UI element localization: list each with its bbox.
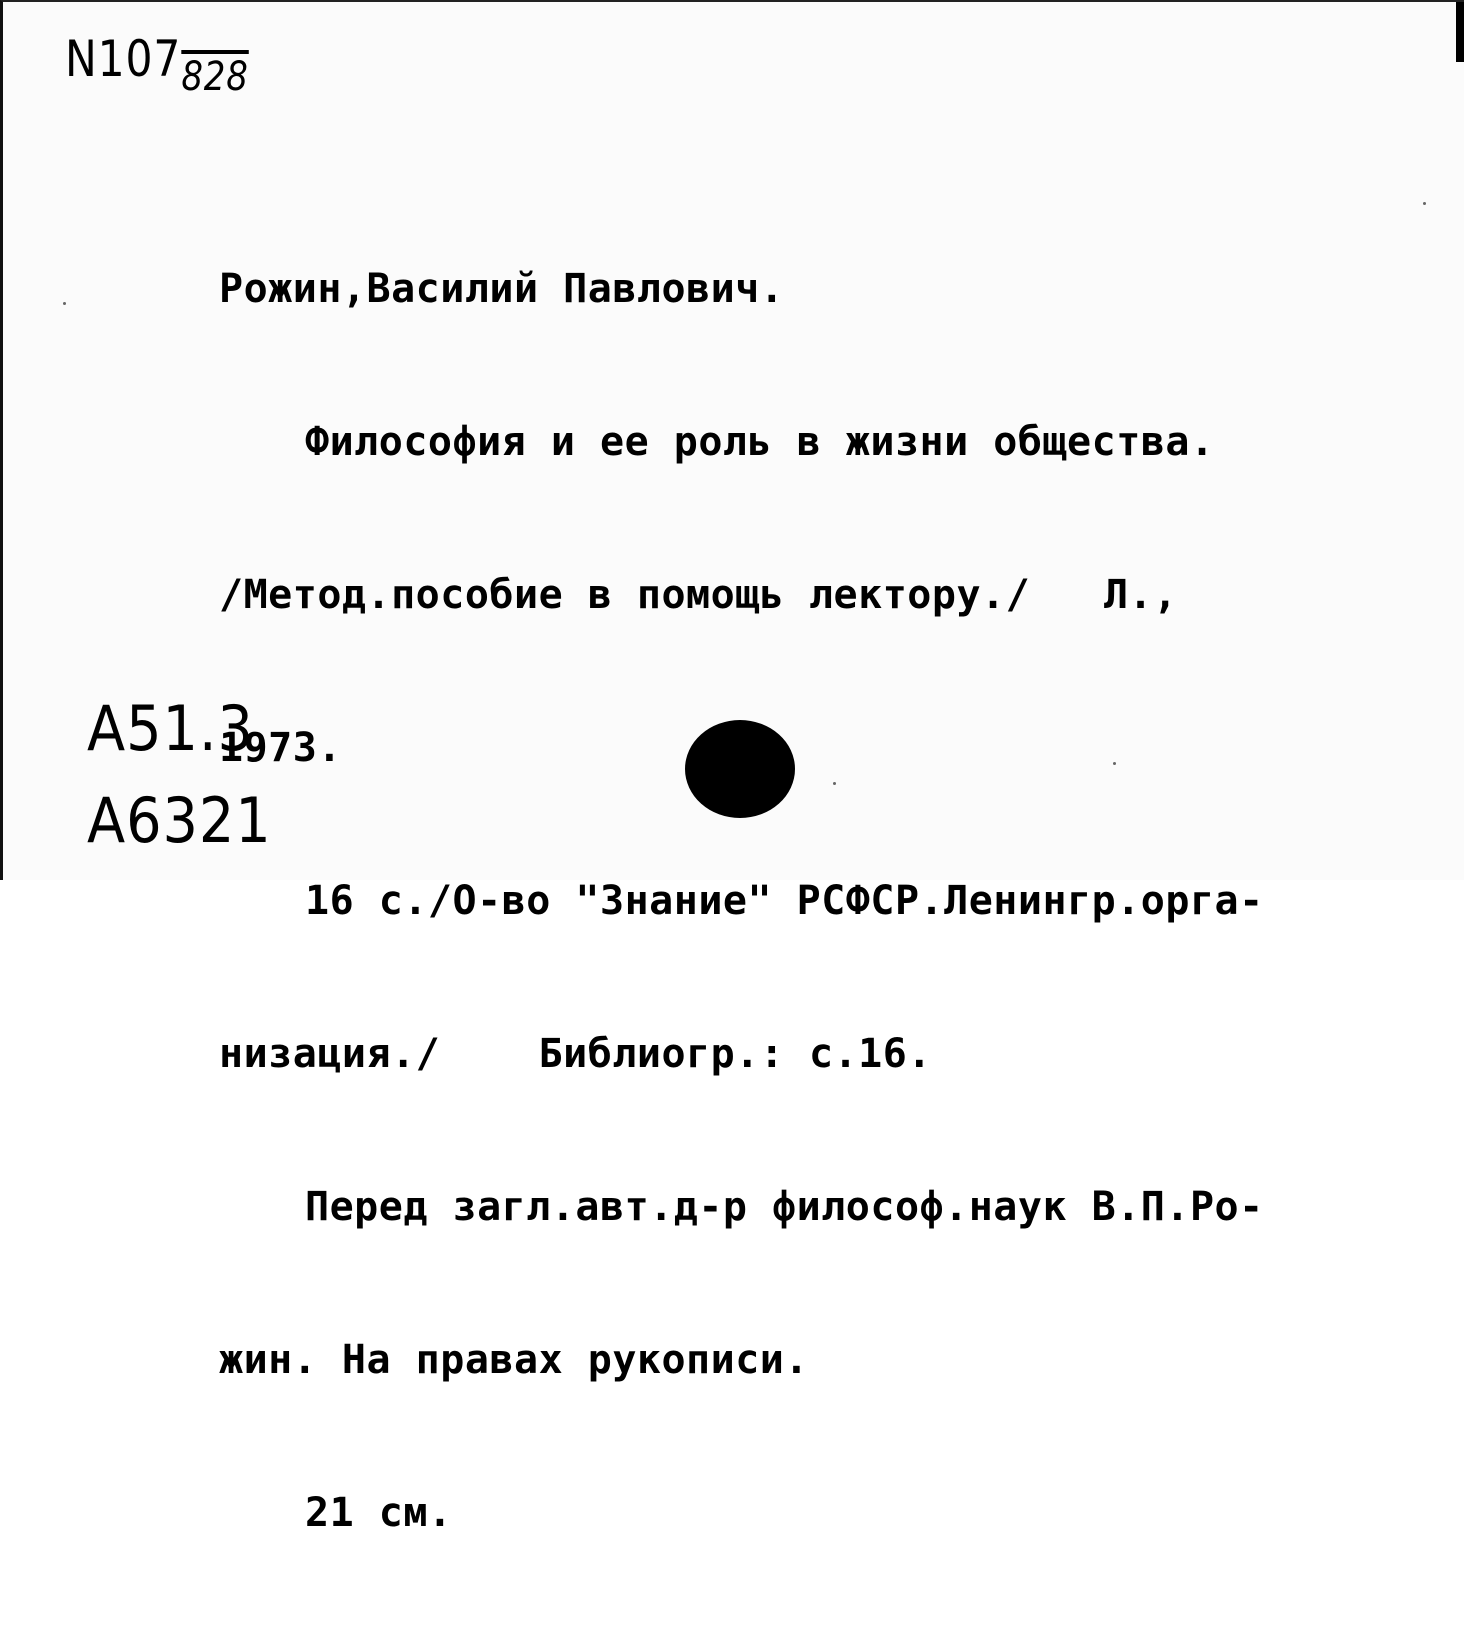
bibliographic-record (219, 162, 1264, 1641)
size-line: 21 см. (305, 1490, 453, 1536)
speck (63, 302, 66, 305)
speck (1113, 762, 1116, 765)
note-line: Перед загл.авт.д-р философ.наук В.П.Ро- (305, 1184, 1264, 1230)
punch-hole (685, 720, 795, 818)
shelf-mark-secondary: А6321 (87, 784, 272, 857)
call-number-suffix: 828 (181, 54, 249, 100)
call-number-main: N107 (65, 30, 182, 88)
pagination-line: 16 с./О-во "Знание" РСФСР.Ленингр.орга- (305, 878, 1264, 924)
title-continuation-line: /Метод.пособие в помощь лектору./ Л., (219, 572, 1178, 618)
author-line: Рожин,Василий Павлович. (219, 266, 785, 312)
note-continuation-line: жин. На правах рукописи. (219, 1337, 809, 1383)
year-line: 1973. (219, 725, 342, 771)
shelf-mark-primary: А51.3 (87, 692, 254, 765)
title-line: Философия и ее роль в жизни общества. (305, 419, 1215, 465)
speck (1423, 202, 1426, 205)
handwritten-call-number (65, 30, 249, 100)
card-edge-mark (1456, 2, 1464, 62)
organization-line: низация./ Библиогр.: с.16. (219, 1031, 932, 1077)
speck (833, 782, 836, 785)
